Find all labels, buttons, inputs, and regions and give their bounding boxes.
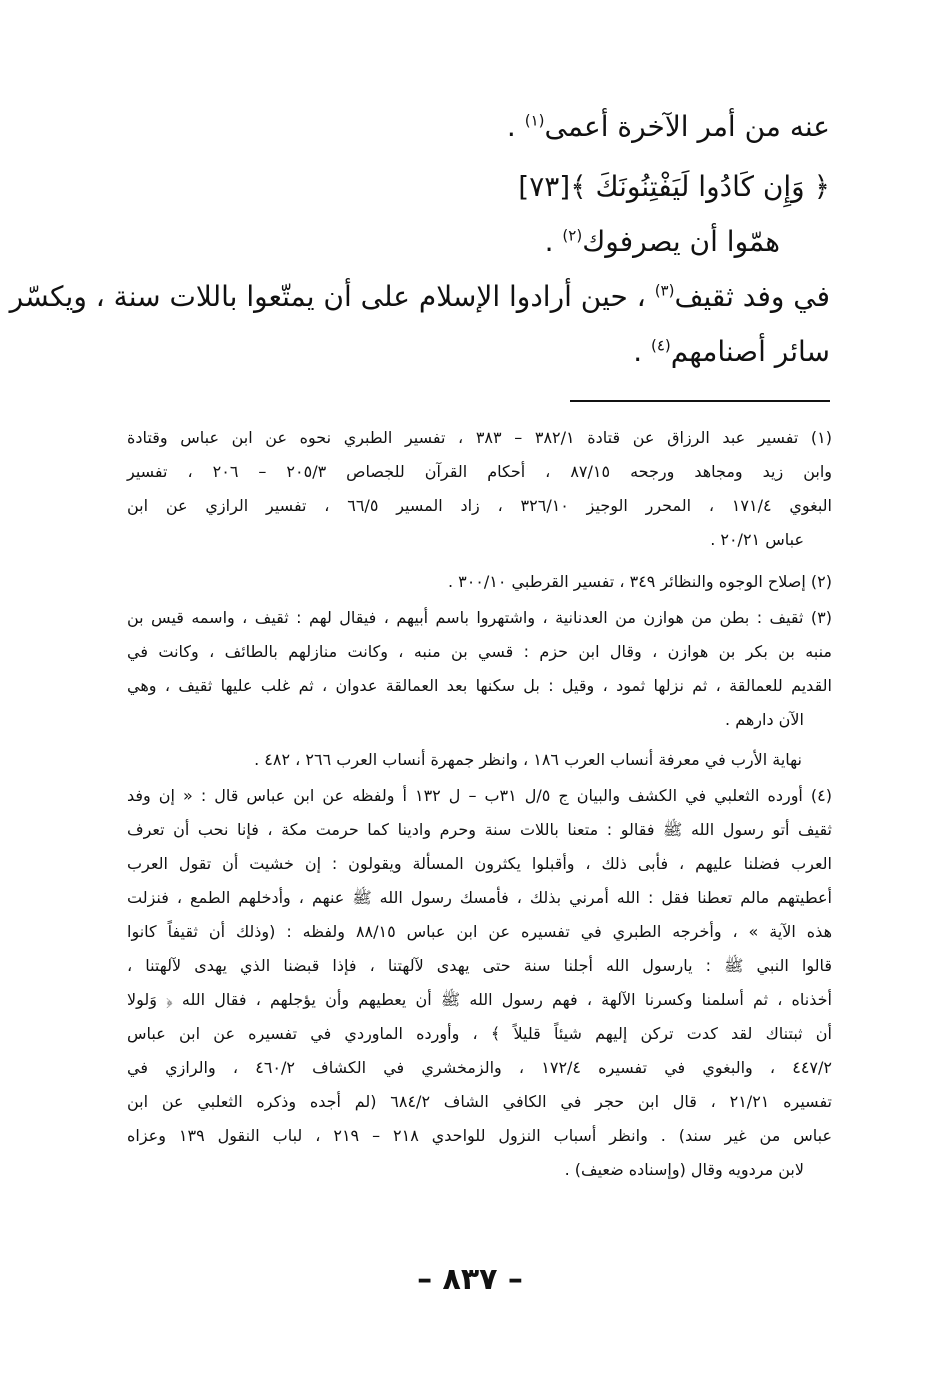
main-line-1-end: . — [506, 110, 525, 143]
footnote-1-line: البغوي ١٧١/٤ ، المحرر الوجيز ٣٢٦/١٠ ، زاد المسير ٦٦/٥ ، تفسير الرازي عن ابن — [127, 496, 833, 515]
footnote-4-line: العرب فضلنا عليهم ، فأبى ذلك ، وأقبلوا يكثرون المسألة ويقولون : إن خشيت أن تقول العرب — [127, 854, 832, 873]
footnote-4-line: أعطيتهم مالم تعطنا فقل : الله أمرني بذلك ، فأمسك رسول الله ﷺ عنهم ، وأدخلهم الطمع ، فنزلت — [127, 888, 832, 907]
footnote-4-line: (٤) أورده الثعلبي في الكشف والبيان ج ٥/ل ٣١ب – ل ١٣٢ أ ولفظه عن ابن عباس قال : « إن وفد — [127, 786, 832, 805]
main-line-4 — [10, 280, 830, 314]
main-line-5-end: . — [633, 335, 651, 368]
main-line-4-text-b: ، حين أرادوا الإسلام على أن يمتّعوا باللات سنة ، ويكسّر — [9, 280, 655, 313]
main-line-4-text-a: في وفد ثقيف — [674, 280, 830, 313]
footnote-4-line: ٤٤٧/٢ ، والبغوي في تفسيره ١٧٢/٤ ، والزمخشري في الكشاف ٤٦٠/٢ ، والرازي في — [127, 1058, 832, 1077]
footnote-4-line: أخذناه ، ثم أسلمنا وكسرنا الآلهة ، فهم رسول الله ﷺ أن يعطيهم وأن يؤجلهم ، فقال الله ﴿ وَلولا — [127, 990, 832, 1009]
footnote-4-line: عباس من غير سند) . وانظر أسباب النزول للواحدي ٢١٨ – ٢١٩ ، لباب النقول ١٣٩ وعزاه — [127, 1126, 833, 1145]
footnote-ref-1[interactable]: (١) — [524, 111, 545, 130]
footnote-1-line: وابن زيد ومجاهد ورجحه ٨٧/١٥ ، أحكام القرآن للجصاص ٢٠٥/٣ – ٢٠٦ ، تفسير — [127, 462, 833, 481]
footnote-ref-4[interactable]: (٤) — [651, 336, 671, 355]
main-line-3-end: . — [544, 225, 563, 258]
main-line-1 — [507, 110, 830, 144]
footnote-4-line: قالوا النبي ﷺ : يارسول الله أجلنا سنة حتى يهدى لآلهتنا ، فإذا قبضنا الذي يهدى لآلهتنا ، — [127, 956, 832, 975]
footnote-3-line: الآن دارهم . — [725, 710, 804, 729]
footnote-ref-2[interactable]: (٢) — [562, 226, 583, 245]
footnote-2-line: (٢) إصلاح الوجوه والنظائر ٣٤٩ ، تفسير القرطبي ٣٠٠/١٠ . — [447, 572, 832, 591]
footnote-ref-3[interactable]: (٣) — [654, 281, 675, 300]
main-line-3 — [545, 225, 780, 259]
page-number: – ٨٣٧ – — [417, 1262, 523, 1297]
footnote-4-line: تفسيره ٢١/٢١ ، قال ابن حجر في الكافي الشاف ٦٨٤/٢ (لم أجده وذكره الثعلبي عن ابن — [127, 1092, 832, 1111]
quran-verse: ﴿ وَإِن كَادُوا لَيَفْتِنُونَكَ ﴾[٧٣] — [518, 170, 830, 203]
footnote-1-line: عباس ٢٠/٢١ . — [710, 530, 804, 549]
footnote-4-line: أن ثبتناك لقد كدت تركن إليهم شيئاً قليلاً ﴾ ، وأورده الماوردي في تفسيره عن ابن عباس — [127, 1024, 832, 1043]
footnote-3-source: نهاية الأرب في معرفة أنساب العرب ١٨٦ ، وانظر جمهرة أنساب العرب ٢٦٦ ، ٤٨٢ . — [254, 750, 802, 769]
footnote-4-line: ثقيف أتو رسول الله ﷺ فقالو : متعنا باللات سنة وحرم وادينا كما حرمت مكة ، فإنا نحب أن تعرف — [127, 820, 832, 839]
main-line-3-text: همّوا أن يصرفوك — [582, 225, 780, 258]
footnote-3-line: (٣) ثقيف : بطن من هوازن من العدنانية ، واشتهروا باسم أبيهم ، فيقال لهم : ثقيف ، واسمه قيس بن — [127, 608, 832, 627]
main-line-5 — [633, 335, 830, 369]
footnote-4-line: هذه الآية » ، وأخرجه الطبري في تفسيره عن ابن عباس ٨٨/١٥ ولفظه : (وذلك أن ثقيفاً كانوا — [127, 922, 833, 941]
main-line-1-text: عنه من أمر الآخرة أعمى — [544, 110, 830, 143]
footnote-3-line: القديم للعمالقة ، ثم نزلها ثمود ، وقيل : بل سكنها بعد العمالقة عدوان ، ثم غلب عليها ثقيف ، وهي — [127, 676, 832, 695]
main-line-5-text: سائر أصنامهم — [670, 335, 830, 368]
footnote-3-line: منبه بن بكر بن هوازن ، وقال ابن حزم : قسي بن منبه ، وكانت منازلهم بالطائف ، وكانت في — [127, 642, 832, 661]
footnote-separator — [570, 400, 830, 402]
footnote-4-line: لابن مردويه وقال (وإسناده ضعيف) . — [564, 1160, 804, 1179]
footnote-1-line: (١) تفسير عبد الرزاق عن قتادة ٣٨٢/١ – ٣٨٣ ، تفسير الطبري نحوه عن ابن عباس وقتادة — [127, 428, 833, 447]
